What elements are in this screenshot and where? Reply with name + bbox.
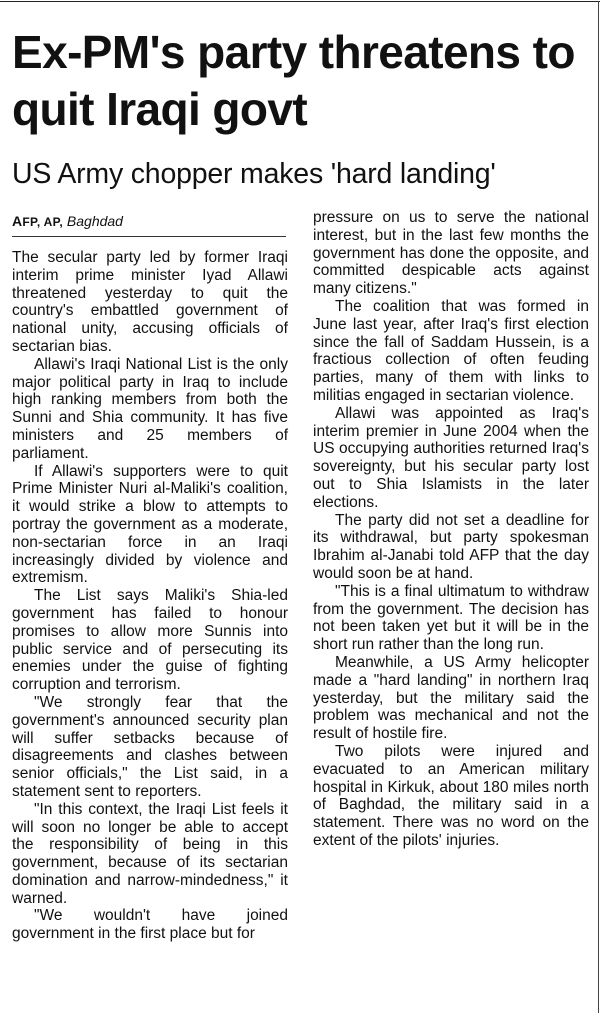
headline: Ex-PM's party threatens to quit Iraqi govt [12,26,575,135]
paragraph: "We strongly fear that the government's announced security plan will suffer setbacks because of disagreements and clashes between senior officials," the List said, in a statement sent to reporters. [12,693,288,800]
paragraph: If Allawi's supporters were to quit Prime Minister Nuri al-Maliki's coalition, it would strike a blow to attempts to portray the government as a moderate, non-sectarian force in an Iraqi increasingly divided by violence and extremism. [12,462,288,587]
subheadline: US Army chopper makes 'hard landing' [12,158,496,190]
byline-source-c: , A [36,215,53,229]
byline-source-e: , [59,215,64,229]
byline-source-a: A [12,213,23,229]
byline-divider [12,236,286,237]
paragraph: Two pilots were injured and evacuated to an American military hospital in Kirkuk, about 180 miles north of Baghdad, the military said in a statement. There was no word on the extent of the pilots' injuries. [313,742,589,849]
article-column-1 [12,249,288,943]
paragraph: Allawi's Iraqi National List is the only major political party in Iraq to include high ranking members from both the Sunni and Shia community. It has five ministers and 25 members of parliament. [12,355,288,462]
byline-source-b: FP [22,215,37,229]
paragraph: "This is a final ultimatum to withdraw from the government. The decision has not been taken yet but it will be in the short run rather than the long run. [313,582,589,654]
byline-dateline: Baghdad [66,213,123,229]
byline-source [12,213,63,229]
paragraph: The secular party led by former Iraqi interim prime minister Iyad Allawi threatened yesterday to quit the country's embattled government of national unity, accusing officials of sectarian bias. [12,249,288,355]
paragraph: Meanwhile, a US Army helicopter made a "hard landing" in northern Iraq yesterday, but the military said the problem was mechanical and not the result of hostile fire. [313,653,589,743]
byline-source-d: P [52,215,60,229]
article-column-2 [313,209,589,850]
right-border-rule [598,1,599,1013]
paragraph: The party did not set a deadline for its withdrawal, but party spokesman Ibrahim al-Janabi told AFP that the day would soon be at hand. [313,511,589,582]
paragraph: The coalition that was formed in June last year, after Iraq's first election since the fall of Saddam Hussein, is a fractious collection of often feuding parties, many of them with links to militias engaged in sectarian violence. [313,297,589,404]
paragraph: The List says Maliki's Shia-led government has failed to honour promises to allow more Sunnis into public service and of persecuting its enemies under the guise of fighting corruption and terrorism. [12,587,288,694]
paragraph: "We wouldn't have joined government in the first place but for [12,907,288,943]
paragraph: Allawi was appointed as Iraq's interim premier in June 2004 when the US occupying authorities returned Iraq's sovereignty, but his secular party lost out to Shia Islamists in the later elections. [313,404,589,511]
paragraph: pressure on us to serve the national interest, but in the last few months the government has done the opposite, and committed despicable acts against many citizens." [313,209,589,298]
top-border-rule [0,1,600,2]
byline [12,212,123,231]
paragraph: "In this context, the Iraqi List feels it will soon no longer be able to accept the responsibility of being in this government, because of its sectarian domination and narrow-mindedness," it warned. [12,800,288,907]
